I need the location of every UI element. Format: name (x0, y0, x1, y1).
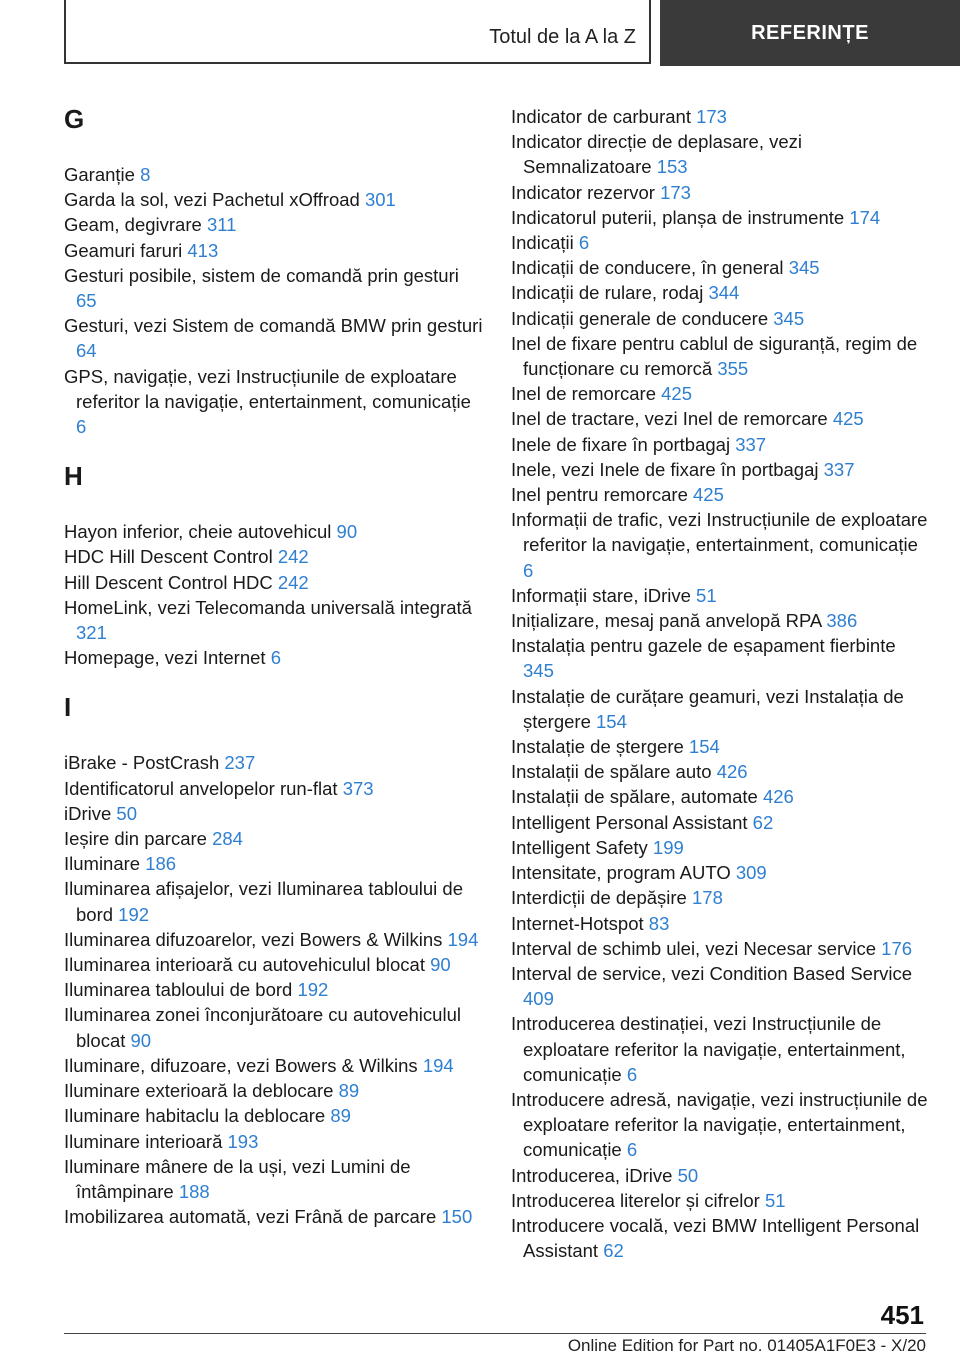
index-entry-text: Intelligent Personal Assistant (511, 811, 753, 833)
index-entry-text: Ieșire din parcare (64, 828, 213, 850)
index-entry (64, 851, 484, 876)
index-entry (64, 570, 484, 595)
index-entry-text: Interdicții de depășire (511, 887, 692, 909)
index-entry-text: Inel de remorcare (511, 383, 662, 405)
header-section-title: Totul de la A la Z (489, 26, 636, 48)
index-entry-text: Iluminare exterioară la deblocare (64, 1080, 339, 1102)
index-entry (511, 961, 931, 1011)
index-entry-page-link[interactable]: 344 (708, 282, 740, 304)
index-entry-page-link[interactable]: 174 (849, 206, 881, 228)
index-entry-text: Indicator direcție de deplasare, vezi Semnalizatoare (511, 131, 803, 178)
index-entry-text: Gesturi posibile, sistem de comandă prin gesturi (64, 264, 459, 286)
index-entry-text: Internet-Hotspot (511, 912, 649, 934)
index-entry (511, 911, 931, 936)
header-rule-divider (649, 0, 651, 64)
index-entry (511, 507, 931, 583)
index-entry-text: Iluminarea tabloului de bord (64, 979, 298, 1001)
index-entry (511, 1011, 931, 1087)
index-entry-page-link[interactable]: 6 (270, 647, 281, 669)
index-entry (64, 238, 484, 263)
index-entry-text: iBrake - PostCrash (64, 752, 225, 774)
index-entry (511, 784, 931, 809)
index-entry-text: Geamuri faruri (64, 239, 188, 261)
index-entry-text: Inel de tractare, vezi Inel de remorcare (511, 408, 833, 430)
index-entry-text: Indicator de carburant (511, 106, 697, 127)
index-entry-page-link[interactable]: 386 (826, 610, 858, 632)
index-entry-text: Inel de fixare pentru cablul de siguranță, regim de funcționare cu remorcă (511, 332, 918, 380)
index-entry (64, 977, 484, 1002)
index-entry (511, 885, 931, 910)
index-entry (64, 826, 484, 851)
index-entry (511, 255, 931, 280)
index-entry (64, 519, 484, 544)
index-entry-page-link[interactable]: 173 (696, 106, 727, 127)
index-entry-text: Interval de service, vezi Condition Based Service (511, 962, 913, 984)
index-entry-page-link[interactable]: 150 (441, 1206, 473, 1228)
index-column-right (511, 104, 931, 1263)
index-section-letter: I (64, 692, 72, 723)
index-entry-page-link[interactable]: 345 (523, 660, 554, 682)
index-entry-page-link[interactable]: 51 (696, 584, 717, 606)
index-entry (64, 313, 484, 363)
index-entry-text: Indicații de rulare, rodaj (511, 282, 709, 304)
index-entry (64, 1154, 484, 1204)
index-entry-page-link[interactable]: 426 (762, 786, 794, 808)
index-entry-page-link[interactable]: 186 (145, 853, 177, 875)
index-entry-page-link[interactable]: 89 (330, 1105, 351, 1127)
index-entry-text: Iluminarea zonei înconjurătoare cu autovehiculul blocat (64, 1004, 461, 1051)
index-entry (511, 406, 931, 431)
index-entry-page-link[interactable]: 6 (523, 559, 534, 581)
index-entry-text: iDrive (64, 802, 117, 824)
index-entry-text: Iluminarea interioară cu autovehiculul blocat (64, 954, 431, 976)
index-entry-page-link[interactable]: 154 (688, 736, 720, 758)
index-entry-page-link[interactable]: 176 (881, 937, 913, 959)
index-entry-page-link[interactable]: 50 (116, 802, 137, 824)
index-entry-page-link[interactable]: 90 (130, 1029, 152, 1051)
index-entry-text: Indicatorul puterii, planșa de instrumente (511, 206, 850, 228)
index-entry-page-link[interactable]: 62 (603, 1240, 624, 1262)
index-entry-page-link[interactable]: 309 (735, 862, 767, 884)
index-entry (511, 1163, 931, 1188)
index-entry-text: Hill Descent Control HDC (64, 571, 278, 593)
index-entry-text: GPS, navigație, vezi Instrucțiunile de exploatare referitor la navigație, entertainment, comunicație (64, 365, 471, 412)
index-entry-text: Iluminare habitaclu la deblocare (64, 1105, 331, 1127)
index-entry-text: Iluminare (64, 853, 146, 875)
index-entry (511, 230, 931, 255)
index-entry-text: Instalație de curățare geamuri, vezi Instalația de ștergere (511, 685, 904, 732)
index-entry-page-link[interactable]: 192 (297, 979, 329, 1001)
index-entry-page-link[interactable]: 90 (430, 954, 451, 976)
index-entry-page-link[interactable]: 65 (76, 290, 97, 312)
index-entry (64, 595, 484, 645)
index-entry (511, 1188, 931, 1213)
index-entry-text: Instalații de spălare auto (511, 761, 717, 783)
index-entry-page-link[interactable]: 242 (277, 571, 309, 593)
index-entry (64, 645, 484, 670)
index-entry (64, 1204, 484, 1229)
index-entry-text: Introducere vocală, vezi BMW Intelligent Personal Assistant (511, 1214, 920, 1262)
index-entry-page-link[interactable]: 64 (76, 340, 97, 362)
index-entry (511, 759, 931, 784)
index-entry-text: HomeLink, vezi Telecomanda universală integrată (64, 596, 472, 618)
index-entry-page-link[interactable]: 89 (338, 1080, 360, 1102)
index-entry-page-link[interactable]: 311 (206, 214, 237, 236)
index-entry-page-link[interactable]: 425 (832, 408, 864, 430)
index-entry (511, 633, 931, 683)
index-entry (511, 381, 931, 406)
index-entry (64, 1103, 484, 1128)
index-entry-page-link[interactable]: 284 (212, 828, 243, 850)
index-entry-page-link[interactable]: 337 (823, 458, 855, 480)
index-entry-text: Iluminare, difuzoare, vezi Bowers & Wilkins (64, 1054, 423, 1076)
index-entry-text: Introducerea destinației, vezi Instrucțiunile de exploatare referitor la navigație, entertainment, comunicație (511, 1013, 906, 1085)
index-entry-page-link[interactable]: 409 (523, 988, 554, 1010)
index-entry-page-link[interactable]: 154 (596, 710, 627, 732)
index-entry-page-link[interactable]: 426 (716, 761, 748, 783)
index-entry-page-link[interactable]: 193 (227, 1130, 259, 1152)
header-chapter-tab[interactable] (660, 0, 960, 66)
index-entry (511, 432, 931, 457)
index-entry (64, 927, 484, 952)
index-entry-page-link[interactable]: 6 (76, 416, 87, 438)
index-entry (511, 684, 931, 734)
index-column-left (64, 104, 484, 1229)
index-entry-page-link[interactable]: 355 (717, 358, 749, 380)
index-entry-page-link[interactable]: 6 (626, 1063, 638, 1085)
index-entry-text: Indicator rezervor (511, 181, 661, 203)
index-entry (511, 608, 931, 633)
index-entry-page-link[interactable]: 237 (224, 752, 256, 774)
index-entry (64, 801, 484, 826)
index-entry (511, 482, 931, 507)
index-entry-page-link[interactable]: 345 (773, 307, 805, 329)
index-entry (511, 734, 931, 759)
index-entry-text: HDC Hill Descent Control (64, 546, 278, 568)
index-entry-page-link[interactable]: 188 (178, 1180, 210, 1202)
index-entry (64, 162, 484, 187)
index-entry-page-link[interactable]: 90 (336, 521, 358, 543)
index-entry-text: Interval de schimb ulei, vezi Necesar service (511, 937, 882, 959)
index-entry-text: Gesturi, vezi Sistem de comandă BMW prin gesturi (64, 315, 483, 337)
index-entry (511, 860, 931, 885)
index-entry (64, 952, 484, 977)
index-entry (511, 810, 931, 835)
index-entry (64, 544, 484, 569)
index-entry-page-link[interactable]: 6 (578, 232, 590, 254)
index-entry-page-link[interactable]: 345 (788, 257, 820, 279)
index-entry-text: Intelligent Safety (511, 836, 653, 858)
page-number: 451 (880, 1300, 924, 1330)
index-entry (64, 263, 484, 313)
index-entry-page-link[interactable]: 194 (447, 928, 479, 950)
index-entry-text: Introducerea, iDrive (511, 1164, 678, 1186)
index-entry-page-link[interactable]: 192 (118, 903, 150, 925)
index-entry-page-link[interactable]: 62 (752, 811, 774, 833)
index-entry-text: Iluminare mânere de la uși, vezi Lumini de întâmpinare (64, 1155, 411, 1202)
index-entry-text: Instalație de ștergere (511, 736, 689, 758)
index-entry (511, 1087, 931, 1163)
index-entry-text: Geam, degivrare (64, 214, 207, 236)
header-chapter-label: REFERINȚE (751, 21, 869, 44)
index-entry (511, 280, 931, 305)
index-entry (64, 1078, 484, 1103)
index-entry (511, 936, 931, 961)
index-entry-text: Garanție (64, 164, 141, 185)
index-entry (64, 1002, 484, 1052)
index-entry-page-link[interactable]: 51 (764, 1189, 786, 1211)
index-entry (511, 306, 931, 331)
index-entry-text: Introducerea literelor și cifrelor (511, 1189, 765, 1211)
header-rule-bottom (64, 62, 651, 64)
index-entry-text: Instalații de spălare, automate (511, 786, 763, 808)
index-entry-page-link[interactable]: 413 (187, 239, 219, 261)
index-entry-page-link[interactable]: 83 (648, 912, 670, 934)
index-entry (64, 876, 484, 926)
index-entry-page-link[interactable]: 194 (422, 1054, 454, 1076)
index-entry-text: Iluminarea afișajelor, vezi Iluminarea tabloului de bord (64, 878, 463, 925)
index-entry-text: Indicații (511, 232, 579, 254)
index-entry (511, 104, 931, 129)
index-entry (64, 212, 484, 237)
index-entry-text: Homepage, vezi Internet (64, 647, 271, 669)
index-entry-text: Introducere adresă, navigație, vezi instrucțiunile de exploatare referitor la navigație, entertainment, comunicație (511, 1088, 928, 1161)
index-entry (64, 750, 484, 775)
index-entry-page-link[interactable]: 199 (652, 836, 684, 858)
index-entry (511, 1213, 931, 1263)
index-entry-page-link[interactable]: 373 (342, 777, 374, 799)
index-entry-text: Instalația pentru gazele de eșapament fierbinte (511, 635, 896, 657)
index-entry-text: Imobilizarea automată, vezi Frână de parcare (64, 1206, 442, 1228)
footer-rule (64, 1333, 926, 1334)
index-entry-text: Garda la sol, vezi Pachetul xOffroad (64, 189, 365, 211)
index-entry-text: Identificatorul anvelopelor run-flat (64, 777, 343, 799)
index-entry-text: Inel pentru remorcare (511, 484, 694, 506)
index-section-letter: G (64, 104, 85, 134)
index-entry (64, 1129, 484, 1154)
index-entry-page-link[interactable]: 425 (661, 383, 692, 405)
index-entry-text: Informații de trafic, vezi Instrucțiunile de exploatare referitor la navigație, entertainment, comunicație (511, 509, 928, 556)
index-section-letter: H (64, 461, 83, 492)
index-entry-page-link[interactable]: 425 (693, 484, 724, 506)
index-entry (64, 1053, 484, 1078)
index-entry (64, 187, 484, 212)
index-entry-page-link[interactable]: 321 (76, 622, 107, 644)
index-entry-text: Iluminare interioară (64, 1130, 228, 1152)
index-entry (64, 364, 484, 440)
index-entry-page-link[interactable]: 50 (677, 1164, 699, 1186)
index-entry-text: Indicații generale de conducere (511, 307, 774, 329)
footer-edition: Online Edition for Part no. 01405A1F0E3 - X/20 (567, 1336, 926, 1355)
index-entry (64, 776, 484, 801)
index-entry-text: Iluminarea difuzoarelor, vezi Bowers & Wilkins (64, 928, 448, 950)
index-entry-text: Hayon inferior, cheie autovehicul (64, 521, 337, 543)
index-entry-page-link[interactable]: 301 (364, 189, 396, 211)
index-entry (511, 331, 931, 381)
index-entry-page-link[interactable]: 173 (660, 181, 691, 203)
index-entry (511, 205, 931, 230)
index-entry-page-link[interactable]: 178 (692, 887, 723, 909)
index-entry-text: Inele, vezi Inele de fixare în portbagaj (511, 458, 824, 480)
index-entry-text: Informații stare, iDrive (511, 584, 697, 606)
index-entry-text: Intensitate, program AUTO (511, 862, 736, 884)
index-entry-page-link[interactable]: 242 (277, 546, 309, 568)
index-entry-page-link[interactable]: 6 (626, 1139, 638, 1161)
index-entry-text: Indicații de conducere, în general (511, 257, 789, 279)
index-entry (511, 583, 931, 608)
index-entry-page-link[interactable]: 8 (140, 164, 151, 185)
index-entry-text: Inele de fixare în portbagaj (511, 433, 736, 455)
index-entry (511, 180, 931, 205)
index-entry-text: Inițializare, mesaj pană anvelopă RPA (511, 610, 827, 632)
index-entry (511, 835, 931, 860)
index-entry-page-link[interactable]: 337 (735, 433, 767, 455)
index-entry-page-link[interactable]: 153 (656, 156, 688, 178)
index-entry (511, 129, 931, 179)
index-entry (511, 457, 931, 482)
